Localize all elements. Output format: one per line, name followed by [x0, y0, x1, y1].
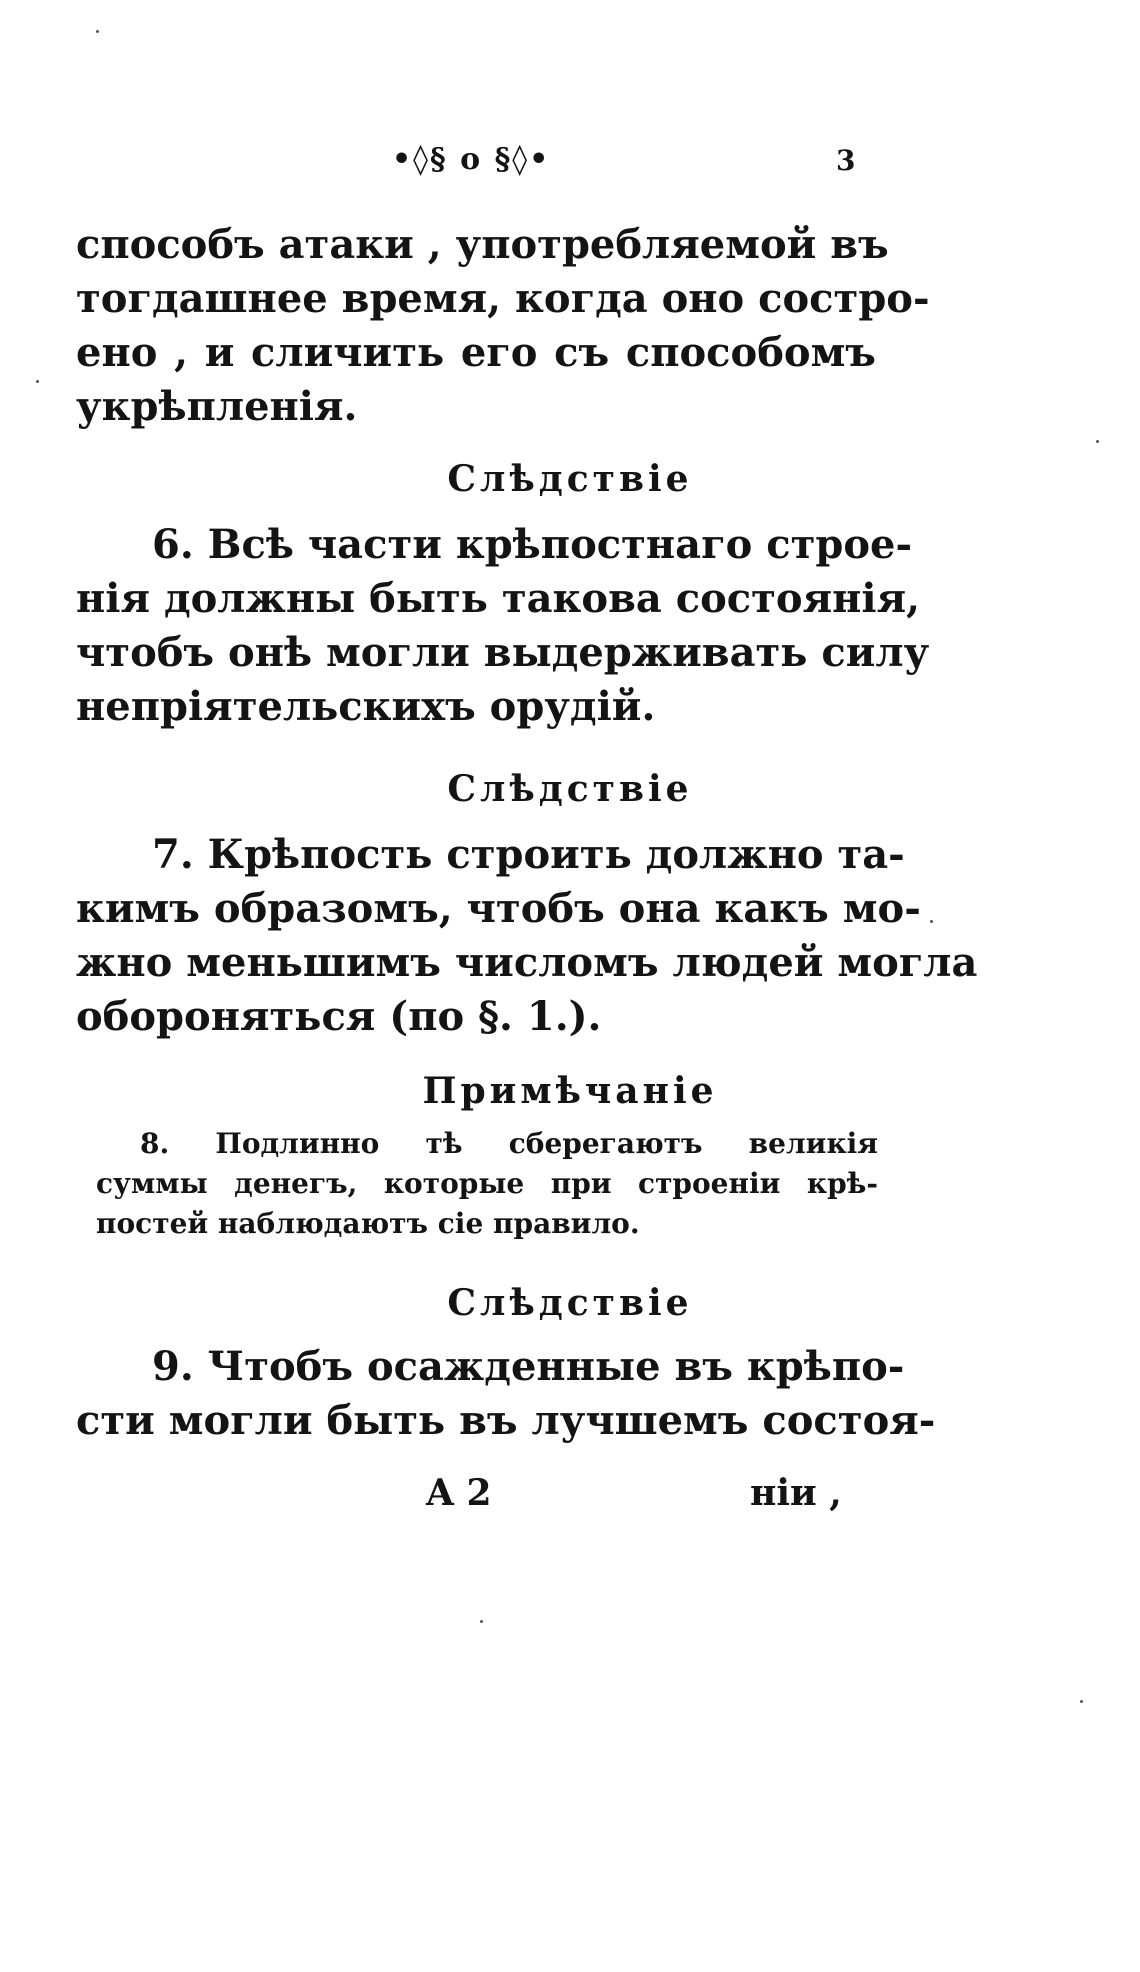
paper-speck: [1080, 1700, 1083, 1703]
paper-speck: [930, 920, 933, 923]
text-line: жно меньшимъ числомъ людей могла: [76, 939, 978, 986]
text-line: кимъ образомъ, чтобъ она какъ мо-: [76, 885, 921, 932]
running-header: [0, 142, 1140, 192]
page-footer: [0, 1472, 1140, 1522]
paragraph-6: [76, 518, 930, 734]
signature-mark: A 2: [426, 1472, 492, 1514]
text-line: суммы денегъ, которые при строеніи крѣ-: [96, 1167, 878, 1200]
paragraph-9: [76, 1340, 936, 1448]
paper-speck: [36, 380, 39, 383]
section-heading: Слѣдствіе: [447, 458, 693, 500]
text-line: укрѣпленія.: [76, 383, 358, 430]
text-line: 7. Крѣпость строить должно та-: [152, 831, 905, 878]
text-line: постей наблюдаютъ сіе правило.: [96, 1207, 640, 1240]
text-line: сти могли быть въ лучшемъ состоя-: [76, 1397, 936, 1444]
text-line: чтобъ онѣ могли выдерживать силу: [76, 629, 930, 676]
text-line: тогдашнее время, когда оно состро-: [76, 275, 930, 322]
text-line: непріятельскихъ орудій.: [76, 683, 656, 730]
page-number: 3: [836, 144, 856, 177]
paragraph-7: [76, 828, 978, 1044]
catchword: ніи ,: [750, 1472, 842, 1514]
text-line: обороняться (по §. 1.).: [76, 993, 602, 1040]
text-line: 6. Всѣ части крѣпостнаго строе-: [152, 521, 913, 568]
note-heading: Примѣчаніе: [422, 1070, 718, 1112]
text-line: нія должны быть такова состоянія,: [76, 575, 921, 622]
text-line: способъ атаки , употребляемой въ: [76, 221, 889, 268]
header-ornament: •◊§ o §◊•: [392, 142, 551, 177]
paper-speck: [96, 30, 99, 33]
paper-speck: [1096, 440, 1099, 443]
paragraph-intro: [76, 218, 930, 434]
text-line: 9. Чтобъ осажденные въ крѣпо-: [152, 1343, 905, 1390]
section-heading: Слѣдствіе: [447, 768, 693, 810]
text-line: 8. Подлинно тѣ сберегаютъ великія: [140, 1127, 878, 1160]
note-paragraph-8: [96, 1124, 878, 1244]
paper-speck: [480, 1620, 483, 1623]
section-heading: Слѣдствіе: [447, 1282, 693, 1324]
text-line: ено , и сличить его съ способомъ: [76, 329, 876, 376]
